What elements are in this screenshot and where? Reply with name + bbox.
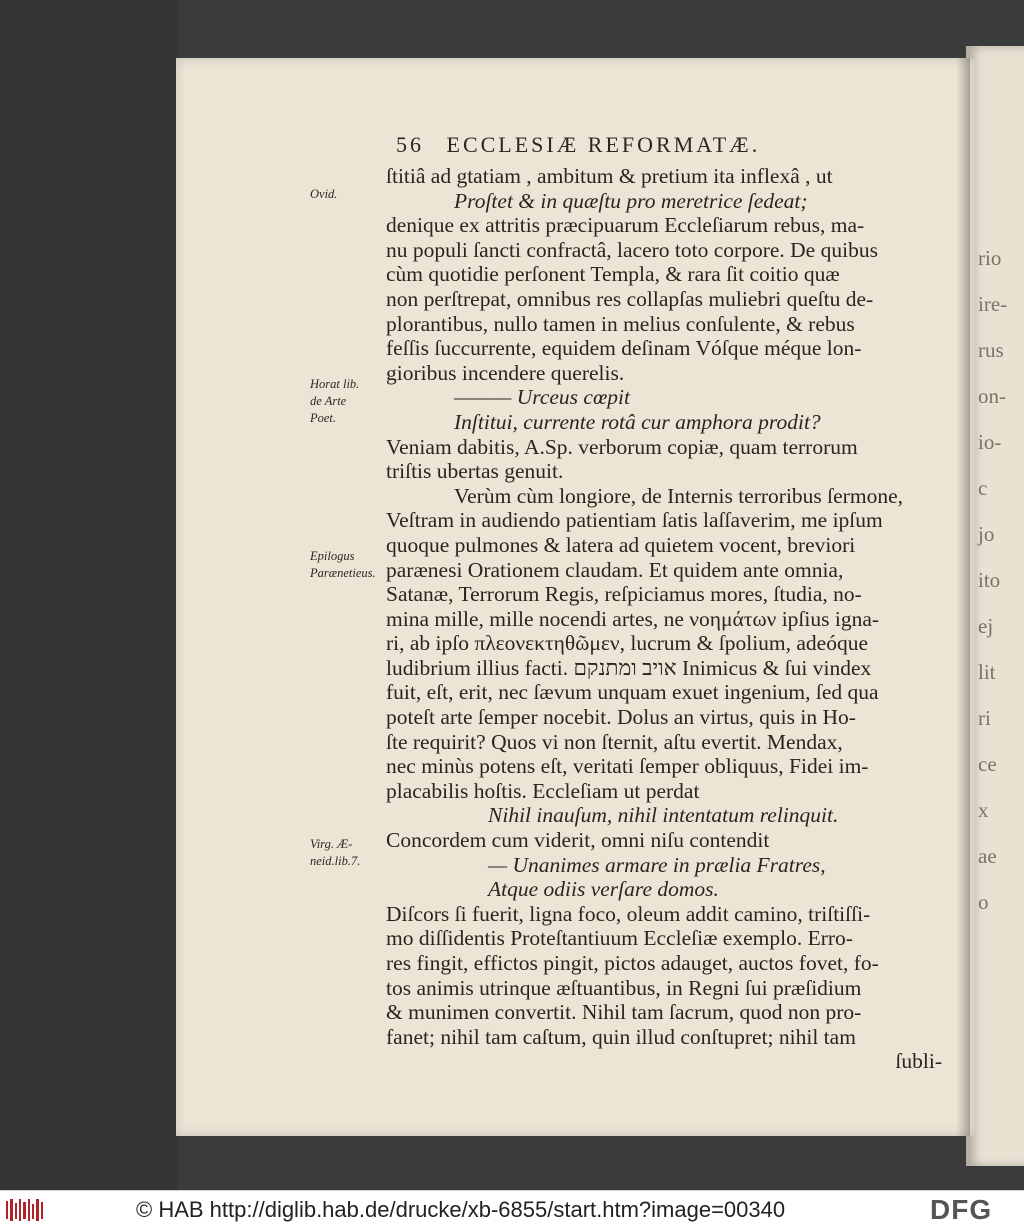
viewer-footer [0, 1190, 1024, 1229]
facing-page-fragment: c [978, 476, 988, 500]
copyright-link[interactable]: © HAB http://diglib.hab.de/drucke/xb-6855/start.htm?image=00340 [136, 1197, 786, 1222]
text-line: & munimen convertit. Nihil tam ſacrum, quod non pro- [386, 1000, 862, 1025]
text-line: denique ex attritis præcipuarum Eccleſiarum rebus, ma- [386, 213, 865, 238]
text-line: Veſtram in audiendo patientiam ſatis laſſaverim, me ipſum [386, 508, 883, 533]
text-line: nu populi ſancti confractâ, lacero toto corpore. De quibus [386, 237, 878, 262]
text-line: mo diſſidentis Proteſtantiuum Eccleſiæ exemplo. Erro- [386, 926, 853, 951]
text-line: fuit, eſt, erit, nec ſævum unquam exuet ingenium, ſed qua [386, 680, 879, 705]
facing-page-fragment: io- [978, 430, 1002, 454]
text-line: feſſis ſuccurrente, equidem deſinam Vóſque méque lon- [386, 336, 862, 361]
margin-note-epilogus: Epilogus Parænetieus. [310, 549, 376, 580]
facing-page-fragment: ire- [978, 292, 1008, 316]
text-line: ſubli- [895, 1049, 942, 1074]
text-line: parænesi Orationem claudam. Et quidem ante omnia, [386, 557, 844, 582]
page-number: 56 [396, 132, 424, 157]
text-line: cùm quotidie perſonent Templa, & rara ſit coitio quæ [386, 262, 840, 287]
text-line: Concordem cum viderit, omni niſu contendit [386, 828, 770, 853]
book-edge-shadow [0, 0, 178, 1190]
facing-page-fragment: ri [978, 706, 991, 730]
text-line: poteſt arte ſemper nocebit. Dolus an virtus, quis in Ho- [386, 705, 856, 730]
text-line: Atque odiis verſare domos. [488, 877, 719, 902]
text-line: Proſtet & in quæſtu pro meretrice ſedeat; [454, 188, 808, 213]
text-line: ludibrium illius facti. אויב ומתנקם Inimicus & ſui vindex [386, 655, 872, 680]
text-line: mina mille, mille nocendi artes, ne νοημάτων ipſius igna- [386, 606, 880, 631]
text-line: ſtitiâ ad gtatiam , ambitum & pretium ita inflexâ , ut [386, 164, 833, 188]
text-line: ſte requirit? Quos vi non ſternit, aſtu evertit. Mendax, [386, 729, 843, 754]
text-line: triſtis ubertas genuit. [386, 459, 564, 484]
text-line: Veniam dabitis, A.Sp. verborum copiæ, quam terrorum [386, 434, 858, 459]
facing-page-fragment: lit [978, 660, 996, 684]
text-line: placabilis hoſtis. Eccleſiam ut perdat [386, 778, 700, 803]
facing-page-fragment: o [978, 890, 989, 914]
text-line: quoque pulmones & latera ad quietem vocent, breviori [386, 532, 856, 557]
facing-page-fragment: ej [978, 614, 994, 638]
facing-page-fragment: on- [978, 384, 1006, 408]
hab-barcode-logo-icon [6, 1199, 46, 1221]
facing-page-fragment: rio [978, 246, 1002, 270]
gutter-shadow [956, 58, 970, 1136]
facing-page-fragment: x [978, 798, 989, 822]
dfg-logo: DFG [930, 1194, 993, 1225]
text-line: Satanæ, Terrorum Regis, reſpiciamus mores, ſtudia, no- [386, 582, 862, 607]
text-line: tos animis utrinque æſtuantibus, in Regni ſui præſidium [386, 975, 862, 1000]
facing-page-fragment: jo [978, 522, 995, 546]
text-line: ——— Urceus cœpit [454, 385, 630, 410]
text-line: ri, ab ipſo πλεονεκτηθῶμεν, lucrum & ſpolium, adeóque [386, 631, 869, 656]
text-line: plorantibus, nullo tamen in melius conſulente, & rebus [386, 311, 855, 336]
facing-page-fragment: rus [978, 338, 1004, 362]
text-line: — Unanimes armare in prælia Fratres, [488, 852, 826, 877]
body-text [386, 164, 942, 1074]
text-line: Verùm cùm longiore, de Internis terroribus ſermone, [454, 483, 903, 508]
facing-page-fragment: ce [978, 752, 997, 776]
text-line: non perſtrepat, omnibus res collapſas muliebri queſtu de- [386, 286, 874, 311]
text-line: res fingit, effictos pingit, pictos adauget, auctos fovet, fo- [386, 951, 879, 975]
margin-note-virgil: Virg. Æ-neid.lib.7. [310, 837, 361, 868]
running-head-title: ECCLESIÆ REFORMATÆ. [446, 132, 761, 157]
text-line: Nihil inauſum, nihil intentatum relinquit. [488, 803, 839, 828]
text-line: fanet; nihil tam caſtum, quin illud conſtupret; nihil tam [386, 1024, 856, 1049]
text-line: Diſcors ſi fuerit, ligna foco, oleum addit camino, triſtiſſi- [386, 901, 871, 926]
facing-page-fragment: ae [978, 844, 997, 868]
margin-note-ovid: Ovid. [310, 187, 338, 201]
facing-page-fragment: ito [978, 568, 1001, 592]
margin-note-horat: Horat lib. de Arte Poet. [310, 377, 360, 425]
running-header [396, 132, 936, 162]
text-line: gioribus incendere querelis. [386, 360, 625, 385]
text-line: Inſtitui, currente rotâ cur amphora prodit? [454, 409, 821, 434]
text-line: nec minùs potens eſt, veritati ſemper obliquus, Fidei im- [386, 754, 869, 779]
